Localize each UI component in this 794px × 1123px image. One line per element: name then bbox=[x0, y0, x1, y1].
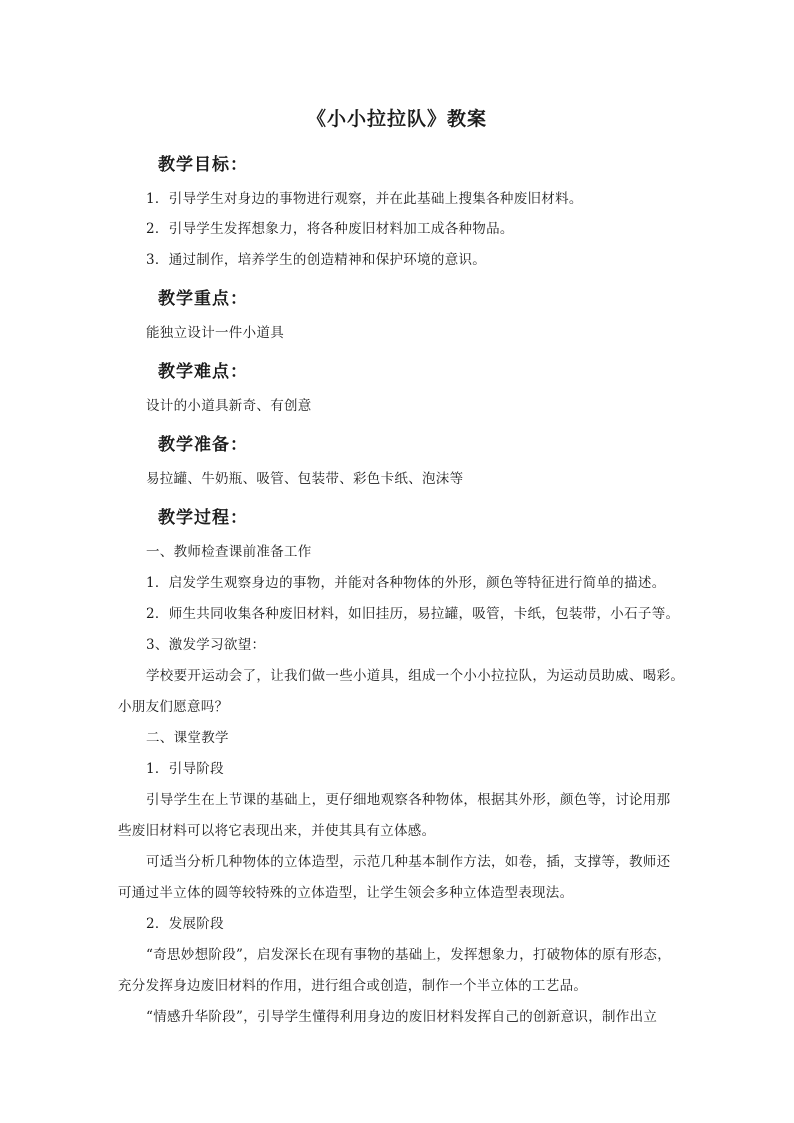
heading-difficulties: 教学难点： bbox=[158, 362, 248, 382]
difficulties-text: 设计的小道具新奇、有创意 bbox=[146, 398, 312, 414]
preparation-text: 易拉罐、牛奶瓶、吸管、包装带、彩色卡纸、泡沫等 bbox=[146, 471, 464, 487]
process-line: 些废旧材料可以将它表现出来，并使其具有立体感。 bbox=[118, 823, 436, 839]
heading-key-points: 教学重点： bbox=[158, 289, 248, 309]
process-line: 可适当分析几种物体的立体造型，示范几种基本制作方法，如卷，插，支撑等，教师还 bbox=[146, 854, 671, 870]
objective-item-2: 2．引导学生发挥想象力，将各种废旧材料加工成各种物品。 bbox=[146, 221, 514, 237]
process-line: “情感升华阶段”，引导学生懂得利用身边的废旧材料发挥自己的创新意识，制作出立 bbox=[146, 1009, 658, 1025]
document-title: 《小小拉拉队》教案 bbox=[306, 108, 487, 130]
process-line: 学校要开运动会了，让我们做一些小道具，组成一个小小拉拉队，为运动员助威、喝彩。 bbox=[146, 668, 685, 684]
process-line: “奇思妙想阶段”，启发深长在现有事物的基础上，发挥想象力，打破物体的原有形态， bbox=[146, 947, 672, 963]
key-points-text: 能独立设计一件小道具 bbox=[146, 325, 284, 341]
process-line: 小朋友们愿意吗？ bbox=[118, 699, 229, 715]
process-line: 2．师生共同收集各种废旧材料，如旧挂历，易拉罐，吸管，卡纸，包装带，小石子等。 bbox=[146, 606, 680, 622]
heading-preparation: 教学准备： bbox=[158, 435, 248, 455]
objective-item-3: 3．通过制作，培养学生的创造精神和保护环境的意识。 bbox=[146, 252, 487, 268]
process-line: 3、激发学习欲望： bbox=[146, 637, 266, 653]
process-line: 引导学生在上节课的基础上，更仔细地观察各种物体，根据其外形，颜色等，讨论用那 bbox=[146, 792, 671, 808]
process-line: 一、教师检查课前准备工作 bbox=[146, 544, 312, 560]
heading-process: 教学过程： bbox=[158, 508, 248, 528]
process-line: 1．启发学生观察身边的事物，并能对各种物体的外形，颜色等特征进行简单的描述。 bbox=[146, 575, 666, 591]
heading-objectives: 教学目标： bbox=[158, 155, 248, 175]
process-line: 二、课堂教学 bbox=[146, 730, 229, 746]
process-line: 充分发挥身边废旧材料的作用，进行组合或创造，制作一个半立体的工艺品。 bbox=[118, 978, 588, 994]
process-line: 1．引导阶段 bbox=[146, 761, 224, 777]
objective-item-1: 1．引导学生对身边的事物进行观察，并在此基础上搜集各种废旧材料。 bbox=[146, 191, 583, 207]
process-line: 2．发展阶段 bbox=[146, 916, 224, 932]
process-line: 可通过半立体的圆等较特殊的立体造型，让学生领会多种立体造型表现法。 bbox=[118, 885, 574, 901]
